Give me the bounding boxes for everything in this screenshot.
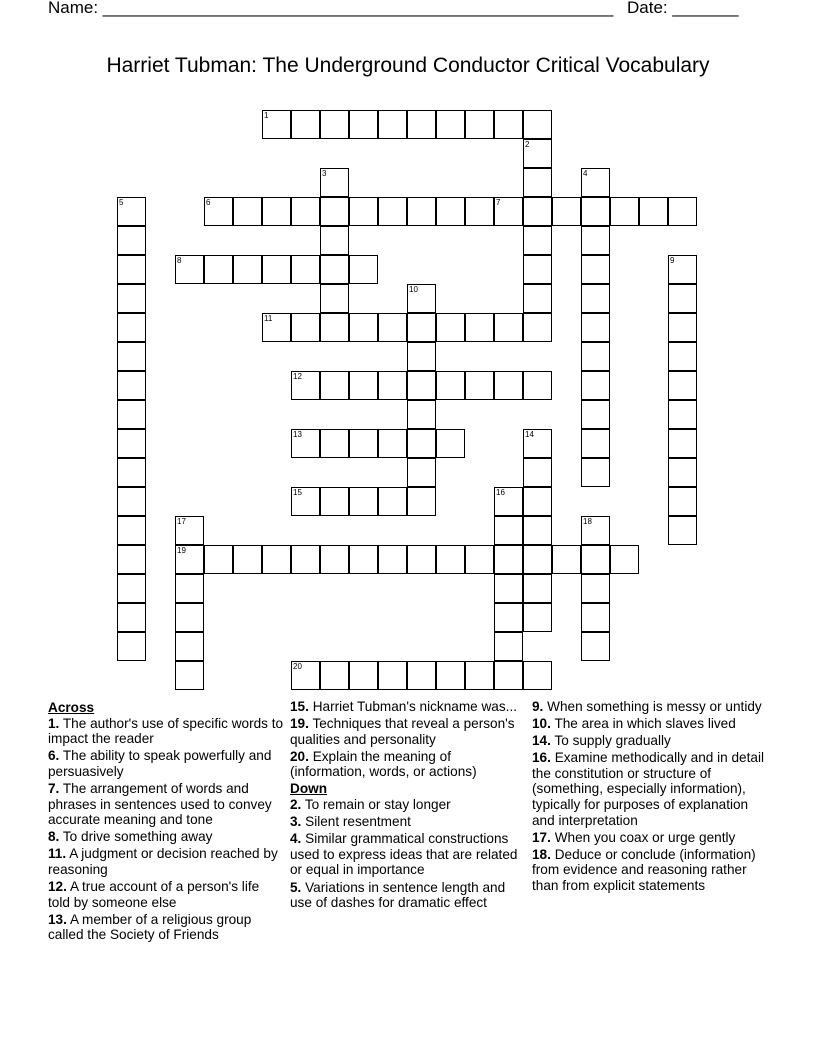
clue-across-8: 8. To drive something away xyxy=(48,829,213,845)
crossword-cell[interactable] xyxy=(523,197,552,226)
crossword-cell[interactable] xyxy=(117,226,146,255)
crossword-cell[interactable] xyxy=(581,574,610,603)
clue-down-14: 14. To supply gradually xyxy=(532,733,671,749)
crossword-cell[interactable] xyxy=(465,371,494,400)
crossword-cell[interactable] xyxy=(465,545,494,574)
crossword-cell[interactable] xyxy=(378,661,407,690)
crossword-cell[interactable] xyxy=(668,255,697,284)
crossword-cell[interactable] xyxy=(581,313,610,342)
crossword-cell[interactable] xyxy=(378,545,407,574)
crossword-cell[interactable] xyxy=(436,197,465,226)
clue-number: 16 xyxy=(496,488,505,497)
across-heading: Across xyxy=(48,700,95,715)
crossword-cell[interactable] xyxy=(523,255,552,284)
crossword-cell[interactable] xyxy=(523,284,552,313)
crossword-cell[interactable] xyxy=(175,603,204,632)
crossword-cell[interactable] xyxy=(581,458,610,487)
crossword-cell[interactable] xyxy=(552,197,581,226)
crossword-cell[interactable] xyxy=(610,545,639,574)
crossword-cell[interactable] xyxy=(262,545,291,574)
clue-across-13: 13. A member of a religious group called the Society of Friends xyxy=(48,911,252,943)
crossword-cell[interactable] xyxy=(320,545,349,574)
crossword-cell[interactable] xyxy=(378,110,407,139)
crossword-cell[interactable] xyxy=(233,197,262,226)
crossword-cell[interactable] xyxy=(378,197,407,226)
clue-down-4: 4. Similar grammatical constructions used to express ideas that are related or equal in importance xyxy=(290,831,518,878)
crossword-cell[interactable] xyxy=(204,197,233,226)
crossword-cell[interactable] xyxy=(581,371,610,400)
clue-number: 14 xyxy=(525,430,534,439)
crossword-cell[interactable] xyxy=(523,487,552,516)
crossword-cell[interactable] xyxy=(523,168,552,197)
crossword-cell[interactable] xyxy=(494,574,523,603)
crossword-cell[interactable] xyxy=(320,284,349,313)
crossword-cell[interactable] xyxy=(407,429,436,458)
crossword-cell[interactable] xyxy=(291,429,320,458)
clue-across-6: 6. The ability to speak powerfully and persuasively xyxy=(48,748,272,779)
crossword-cell[interactable] xyxy=(668,458,697,487)
down-heading: Down xyxy=(290,781,327,797)
crossword-cell[interactable] xyxy=(349,313,378,342)
crossword-cell[interactable] xyxy=(378,429,407,458)
crossword-cell[interactable] xyxy=(407,313,436,342)
crossword-cell[interactable] xyxy=(117,255,146,284)
clue-number: 8 xyxy=(177,256,182,265)
crossword-cell[interactable] xyxy=(175,661,204,690)
crossword-cell[interactable] xyxy=(291,197,320,226)
crossword-cell[interactable] xyxy=(494,603,523,632)
crossword-cell[interactable] xyxy=(436,545,465,574)
crossword-cell[interactable] xyxy=(581,603,610,632)
clue-down-9: 9. When something is messy or untidy xyxy=(532,699,762,714)
crossword-cell[interactable] xyxy=(465,110,494,139)
crossword-cell[interactable] xyxy=(581,284,610,313)
crossword-cell[interactable] xyxy=(523,661,552,690)
clue-across-20: 20. Explain the meaning of (information, words, or actions) xyxy=(290,748,477,780)
clue-across-12: 12. A true account of a person's life told by someone else xyxy=(48,879,260,910)
crossword-cell[interactable] xyxy=(523,139,552,168)
clues-column-3 xyxy=(532,699,768,895)
crossword-cell[interactable] xyxy=(494,197,523,226)
crossword-cell[interactable] xyxy=(523,458,552,487)
crossword-cell[interactable] xyxy=(117,458,146,487)
clue-across-11: 11. A judgment or decision reached by reasoning xyxy=(48,846,278,877)
crossword-cell[interactable] xyxy=(494,371,523,400)
name-field[interactable]: Name: ______________________________________________________ xyxy=(48,0,614,17)
crossword-cell[interactable] xyxy=(320,429,349,458)
crossword-cell[interactable] xyxy=(175,632,204,661)
crossword-cell[interactable] xyxy=(378,371,407,400)
crossword-cell[interactable] xyxy=(349,371,378,400)
crossword-cell[interactable] xyxy=(581,516,610,545)
crossword-cell[interactable] xyxy=(523,313,552,342)
crossword-cell[interactable] xyxy=(407,110,436,139)
crossword-cell[interactable] xyxy=(117,284,146,313)
crossword-cell[interactable] xyxy=(494,661,523,690)
clue-down-5: 5. Variations in sentence length and use of dashes for dramatic effect xyxy=(290,879,506,911)
clue-number: 18 xyxy=(583,517,592,526)
crossword-cell[interactable] xyxy=(291,255,320,284)
clue-number: 13 xyxy=(293,430,302,439)
clues-column-2 xyxy=(290,699,522,912)
clue-number: 2 xyxy=(525,140,530,149)
crossword-cell[interactable] xyxy=(378,313,407,342)
crossword-cell[interactable] xyxy=(668,313,697,342)
clue-number: 17 xyxy=(177,517,186,526)
crossword-cell[interactable] xyxy=(668,516,697,545)
crossword-cell[interactable] xyxy=(407,458,436,487)
crossword-cell[interactable] xyxy=(117,371,146,400)
crossword-cell[interactable] xyxy=(523,110,552,139)
crossword-cell[interactable] xyxy=(581,168,610,197)
crossword-cell[interactable] xyxy=(349,545,378,574)
clue-number: 3 xyxy=(322,169,327,178)
crossword-cell[interactable] xyxy=(494,516,523,545)
crossword-cell[interactable] xyxy=(436,110,465,139)
crossword-cell[interactable] xyxy=(262,110,291,139)
clue-across-7: 7. The arrangement of words and phrases in sentences used to convey accurate meaning and tone xyxy=(48,780,272,828)
crossword-cell[interactable] xyxy=(320,371,349,400)
crossword-cell[interactable] xyxy=(117,342,146,371)
crossword-cell[interactable] xyxy=(581,400,610,429)
crossword-cell[interactable] xyxy=(320,487,349,516)
page-title: Harriet Tubman: The Underground Conductor Critical Vocabulary xyxy=(106,54,710,77)
crossword-cell[interactable] xyxy=(291,487,320,516)
clue-number: 11 xyxy=(264,314,273,323)
crossword-cell[interactable] xyxy=(378,487,407,516)
crossword-cell[interactable] xyxy=(436,313,465,342)
crossword-cell[interactable] xyxy=(233,545,262,574)
crossword-cell[interactable] xyxy=(436,661,465,690)
crossword-cell[interactable] xyxy=(610,197,639,226)
clue-number: 7 xyxy=(496,198,501,207)
clue-number: 6 xyxy=(206,198,211,207)
crossword-cell[interactable] xyxy=(291,110,320,139)
crossword-cell[interactable] xyxy=(262,313,291,342)
crossword-cell[interactable] xyxy=(523,516,552,545)
crossword-cell[interactable] xyxy=(407,487,436,516)
crossword-cell[interactable] xyxy=(494,487,523,516)
crossword-cell[interactable] xyxy=(436,371,465,400)
crossword-cell[interactable] xyxy=(407,371,436,400)
crossword-cell[interactable] xyxy=(581,226,610,255)
crossword-cell[interactable] xyxy=(523,574,552,603)
crossword-cell[interactable] xyxy=(175,545,204,574)
crossword-cell[interactable] xyxy=(349,429,378,458)
crossword-cell[interactable] xyxy=(494,110,523,139)
crossword-cell[interactable] xyxy=(117,516,146,545)
crossword-cell[interactable] xyxy=(117,603,146,632)
crossword-cell[interactable] xyxy=(581,342,610,371)
clue-down-10: 10. The area in which slaves lived xyxy=(532,716,736,732)
crossword-cell[interactable] xyxy=(523,545,552,574)
crossword-cell[interactable] xyxy=(320,168,349,197)
crossword-cell[interactable] xyxy=(581,632,610,661)
crossword-cell[interactable] xyxy=(407,197,436,226)
crossword-cell[interactable] xyxy=(320,255,349,284)
clue-across-1: 1. The author's use of specific words to impact the reader xyxy=(48,715,284,747)
crossword-cell[interactable] xyxy=(291,313,320,342)
crossword-cell[interactable] xyxy=(668,342,697,371)
crossword-cell[interactable] xyxy=(523,371,552,400)
crossword-cell[interactable] xyxy=(320,313,349,342)
crossword-cell[interactable] xyxy=(349,197,378,226)
clue-down-17: 17. When you coax or urge gently xyxy=(532,829,736,845)
crossword-cell[interactable] xyxy=(465,197,494,226)
crossword-cell[interactable] xyxy=(407,284,436,313)
crossword-cell[interactable] xyxy=(407,661,436,690)
crossword-cell[interactable] xyxy=(581,255,610,284)
crossword-cell[interactable] xyxy=(668,371,697,400)
clue-number: 19 xyxy=(177,546,186,555)
clue-number: 9 xyxy=(670,256,675,265)
crossword-cell[interactable] xyxy=(523,603,552,632)
clue-number: 5 xyxy=(119,198,124,207)
crossword-cell[interactable] xyxy=(436,429,465,458)
clue-number: 1 xyxy=(264,111,269,120)
clue-across-15: 15. Harriet Tubman's nickname was... xyxy=(290,699,517,714)
clue-down-18: 18. Deduce or conclude (information) from evidence and reasoning rather than from explicit statements xyxy=(532,846,756,894)
crossword-cell[interactable] xyxy=(523,429,552,458)
crossword-cell[interactable] xyxy=(320,226,349,255)
crossword-cell[interactable] xyxy=(494,545,523,574)
crossword-cell[interactable] xyxy=(175,516,204,545)
crossword-cell[interactable] xyxy=(349,487,378,516)
crossword-cell[interactable] xyxy=(175,574,204,603)
crossword-cell[interactable] xyxy=(320,197,349,226)
crossword-cell[interactable] xyxy=(117,574,146,603)
crossword-cell[interactable] xyxy=(117,313,146,342)
crossword-cell[interactable] xyxy=(581,197,610,226)
crossword-cell[interactable] xyxy=(349,255,378,284)
crossword-cell[interactable] xyxy=(117,400,146,429)
crossword-cell[interactable] xyxy=(581,545,610,574)
crossword-cell[interactable] xyxy=(204,255,233,284)
crossword-cell[interactable] xyxy=(117,429,146,458)
crossword-cell[interactable] xyxy=(639,197,668,226)
crossword-cell[interactable] xyxy=(668,284,697,313)
clue-number: 10 xyxy=(409,285,418,294)
crossword-cell[interactable] xyxy=(494,313,523,342)
crossword-cell[interactable] xyxy=(465,313,494,342)
clue-number: 12 xyxy=(293,372,302,381)
crossword-cell[interactable] xyxy=(407,545,436,574)
crossword-cell[interactable] xyxy=(349,110,378,139)
crossword-cell[interactable] xyxy=(407,342,436,371)
clue-down-2: 2. To remain or stay longer xyxy=(290,797,451,813)
crossword-cell[interactable] xyxy=(117,545,146,574)
crossword-cell[interactable] xyxy=(407,400,436,429)
crossword-cell[interactable] xyxy=(320,661,349,690)
crossword-cell[interactable] xyxy=(668,429,697,458)
crossword-cell[interactable] xyxy=(320,110,349,139)
crossword-cell[interactable] xyxy=(349,661,378,690)
crossword-cell[interactable] xyxy=(117,487,146,516)
clue-number: 15 xyxy=(293,488,302,497)
crossword-cell[interactable] xyxy=(262,255,291,284)
crossword-cell[interactable] xyxy=(552,545,581,574)
crossword-cell[interactable] xyxy=(262,197,291,226)
crossword-cell[interactable] xyxy=(117,197,146,226)
clue-down-16: 16. Examine methodically and in detail the constitution or structure of (something, especially information), typically for purposes of explanation and interpretation xyxy=(532,750,764,828)
crossword-cell[interactable] xyxy=(117,632,146,661)
clue-number: 20 xyxy=(293,662,302,671)
crossword-cell[interactable] xyxy=(581,429,610,458)
clues-column-1 xyxy=(48,699,284,944)
crossword-cell[interactable] xyxy=(465,661,494,690)
clue-number: 4 xyxy=(583,169,588,178)
crossword-cell[interactable] xyxy=(668,487,697,516)
crossword-cell[interactable] xyxy=(291,545,320,574)
crossword-cell[interactable] xyxy=(494,632,523,661)
crossword-cell[interactable] xyxy=(668,197,697,226)
clue-down-3: 3. Silent resentment xyxy=(290,814,411,830)
crossword-cell[interactable] xyxy=(204,545,233,574)
date-field[interactable]: Date: _______ xyxy=(627,0,739,17)
crossword-cell[interactable] xyxy=(523,226,552,255)
crossword-cell[interactable] xyxy=(291,661,320,690)
crossword-cell[interactable] xyxy=(233,255,262,284)
clue-across-19: 19. Techniques that reveal a person's qualities and personality xyxy=(290,716,515,747)
crossword-cell[interactable] xyxy=(175,255,204,284)
crossword-cell[interactable] xyxy=(291,371,320,400)
crossword-cell[interactable] xyxy=(668,400,697,429)
